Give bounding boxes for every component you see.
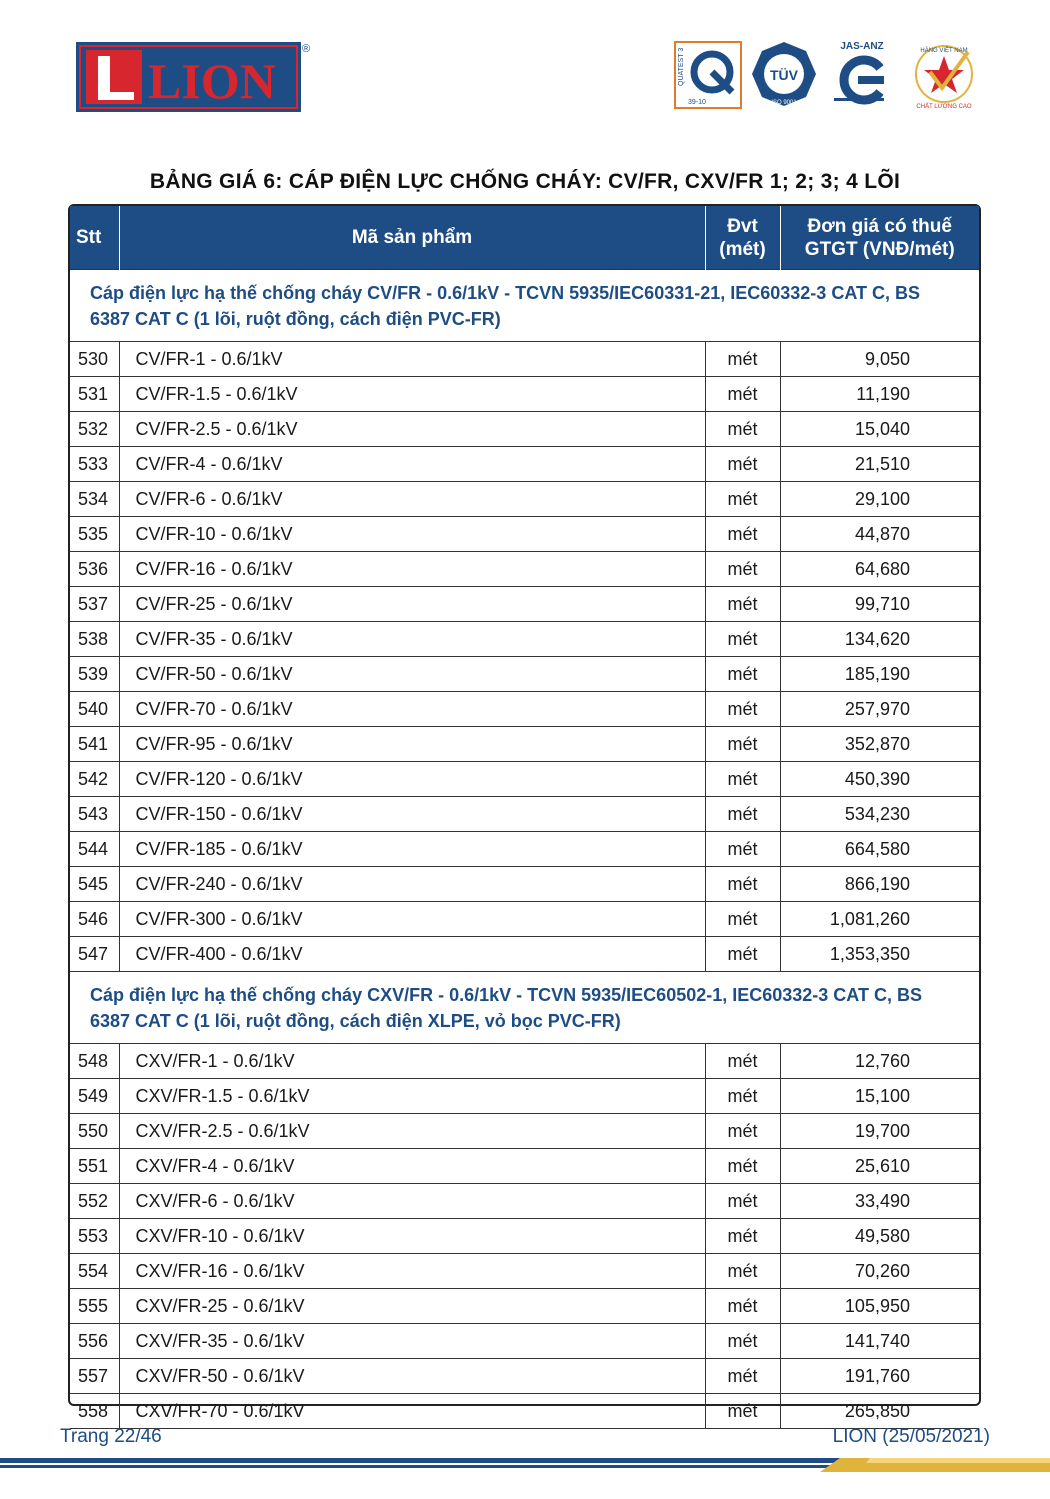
row-unit: mét xyxy=(705,1044,780,1079)
row-product-code: CV/FR-300 - 0.6/1kV xyxy=(119,902,705,937)
row-stt: 555 xyxy=(70,1289,119,1324)
row-unit: mét xyxy=(705,622,780,657)
table-row xyxy=(70,1114,979,1149)
row-stt: 558 xyxy=(70,1394,119,1429)
row-unit: mét xyxy=(705,1184,780,1219)
row-price: 105,950 xyxy=(780,1289,979,1324)
row-price: 450,390 xyxy=(780,762,979,797)
table-row xyxy=(70,762,979,797)
header-price-line1: Đơn giá có thuế xyxy=(807,215,952,237)
row-price: 664,580 xyxy=(780,832,979,867)
quatest-logo xyxy=(675,42,741,108)
table-row xyxy=(70,552,979,587)
table-row xyxy=(70,832,979,867)
row-price: 19,700 xyxy=(780,1114,979,1149)
row-price: 534,230 xyxy=(780,797,979,832)
row-price: 191,760 xyxy=(780,1359,979,1394)
row-stt: 547 xyxy=(70,937,119,972)
table-row xyxy=(70,1044,979,1079)
row-product-code: CV/FR-4 - 0.6/1kV xyxy=(119,447,705,482)
row-product-code: CV/FR-240 - 0.6/1kV xyxy=(119,867,705,902)
row-stt: 553 xyxy=(70,1219,119,1254)
lion-logo xyxy=(76,40,316,114)
row-stt: 546 xyxy=(70,902,119,937)
row-unit: mét xyxy=(705,937,780,972)
row-price: 64,680 xyxy=(780,552,979,587)
row-unit: mét xyxy=(705,867,780,902)
row-product-code: CXV/FR-25 - 0.6/1kV xyxy=(119,1289,705,1324)
table-row xyxy=(70,482,979,517)
row-unit: mét xyxy=(705,552,780,587)
row-product-code: CV/FR-120 - 0.6/1kV xyxy=(119,762,705,797)
row-stt: 530 xyxy=(70,342,119,377)
section-row-cxv xyxy=(70,972,979,1044)
row-product-code: CV/FR-150 - 0.6/1kV xyxy=(119,797,705,832)
row-stt: 539 xyxy=(70,657,119,692)
row-unit: mét xyxy=(705,657,780,692)
row-stt: 531 xyxy=(70,377,119,412)
row-product-code: CXV/FR-1.5 - 0.6/1kV xyxy=(119,1079,705,1114)
row-unit: mét xyxy=(705,832,780,867)
row-stt: 532 xyxy=(70,412,119,447)
row-stt: 544 xyxy=(70,832,119,867)
row-product-code: CXV/FR-4 - 0.6/1kV xyxy=(119,1149,705,1184)
row-unit: mét xyxy=(705,1289,780,1324)
row-price: 1,081,260 xyxy=(780,902,979,937)
hvnclc-top: HÀNG VIỆT NAM xyxy=(920,48,968,54)
row-stt: 534 xyxy=(70,482,119,517)
table-row xyxy=(70,587,979,622)
row-stt: 533 xyxy=(70,447,119,482)
table-row xyxy=(70,867,979,902)
row-price: 49,580 xyxy=(780,1219,979,1254)
row-unit: mét xyxy=(705,1254,780,1289)
certification-logos xyxy=(672,40,982,112)
section-title-cv: Cáp điện lực hạ thế chống cháy CV/FR - 0.6/1kV - TCVN 5935/IEC60331-21, IEC60332-3 CAT C, BS 6387 CAT C (1 lõi, ruột đồng, cách điện PVC-FR) xyxy=(70,270,979,342)
quatest-code: 39-10 xyxy=(688,99,706,106)
row-price: 134,620 xyxy=(780,622,979,657)
row-price: 33,490 xyxy=(780,1184,979,1219)
table-row xyxy=(70,657,979,692)
row-stt: 536 xyxy=(70,552,119,587)
row-unit: mét xyxy=(705,447,780,482)
row-stt: 552 xyxy=(70,1184,119,1219)
row-product-code: CV/FR-70 - 0.6/1kV xyxy=(119,692,705,727)
footer-stripe xyxy=(0,1458,1050,1472)
row-price: 866,190 xyxy=(780,867,979,902)
row-unit: mét xyxy=(705,342,780,377)
tuv-sub: ISO 9001 xyxy=(771,100,797,106)
row-product-code: CXV/FR-1 - 0.6/1kV xyxy=(119,1044,705,1079)
row-stt: 543 xyxy=(70,797,119,832)
tuv-logo xyxy=(752,42,816,106)
row-stt: 535 xyxy=(70,517,119,552)
table-row xyxy=(70,692,979,727)
row-stt: 549 xyxy=(70,1079,119,1114)
row-product-code: CV/FR-1.5 - 0.6/1kV xyxy=(119,377,705,412)
row-stt: 551 xyxy=(70,1149,119,1184)
table-row xyxy=(70,447,979,482)
table-row xyxy=(70,1219,979,1254)
table-row xyxy=(70,1394,979,1429)
row-unit: mét xyxy=(705,797,780,832)
header-product: Mã sản phẩm xyxy=(119,206,705,270)
row-stt: 537 xyxy=(70,587,119,622)
row-price: 11,190 xyxy=(780,377,979,412)
row-unit: mét xyxy=(705,727,780,762)
row-product-code: CXV/FR-16 - 0.6/1kV xyxy=(119,1254,705,1289)
row-stt: 548 xyxy=(70,1044,119,1079)
row-price: 185,190 xyxy=(780,657,979,692)
row-unit: mét xyxy=(705,482,780,517)
row-price: 25,610 xyxy=(780,1149,979,1184)
row-price: 70,260 xyxy=(780,1254,979,1289)
row-product-code: CV/FR-25 - 0.6/1kV xyxy=(119,587,705,622)
section-title-cxv: Cáp điện lực hạ thế chống cháy CXV/FR - 0.6/1kV - TCVN 5935/IEC60502-1, IEC60332-3 CAT C, BS 6387 CAT C (1 lõi, ruột đồng, cách điện XLPE, vỏ bọc PVC-FR) xyxy=(70,972,979,1044)
row-stt: 557 xyxy=(70,1359,119,1394)
row-unit: mét xyxy=(705,517,780,552)
row-unit: mét xyxy=(705,902,780,937)
row-product-code: CV/FR-2.5 - 0.6/1kV xyxy=(119,412,705,447)
row-price: 29,100 xyxy=(780,482,979,517)
hvnclc-bottom: CHẤT LƯỢNG CAO xyxy=(916,104,972,110)
table-row xyxy=(70,1079,979,1114)
hvnclc-logo xyxy=(916,46,972,110)
row-price: 15,100 xyxy=(780,1079,979,1114)
row-unit: mét xyxy=(705,1114,780,1149)
table-row xyxy=(70,377,979,412)
row-unit: mét xyxy=(705,1219,780,1254)
row-product-code: CV/FR-10 - 0.6/1kV xyxy=(119,517,705,552)
table-row xyxy=(70,1359,979,1394)
row-stt: 545 xyxy=(70,867,119,902)
row-product-code: CXV/FR-50 - 0.6/1kV xyxy=(119,1359,705,1394)
row-stt: 556 xyxy=(70,1324,119,1359)
row-stt: 550 xyxy=(70,1114,119,1149)
lion-logo-text: LION xyxy=(148,53,276,109)
row-unit: mét xyxy=(705,377,780,412)
table-body xyxy=(70,270,979,1429)
table-row xyxy=(70,902,979,937)
table-row xyxy=(70,727,979,762)
row-product-code: CV/FR-35 - 0.6/1kV xyxy=(119,622,705,657)
row-unit: mét xyxy=(705,692,780,727)
row-price: 15,040 xyxy=(780,412,979,447)
row-price: 265,850 xyxy=(780,1394,979,1429)
table-row xyxy=(70,412,979,447)
row-unit: mét xyxy=(705,1324,780,1359)
table-row xyxy=(70,517,979,552)
section-row-cv xyxy=(70,270,979,342)
header-stt: Stt xyxy=(70,206,119,270)
row-unit: mét xyxy=(705,1079,780,1114)
row-price: 12,760 xyxy=(780,1044,979,1079)
row-product-code: CXV/FR-70 - 0.6/1kV xyxy=(119,1394,705,1429)
quatest-label: QUATEST 3 xyxy=(678,47,685,86)
row-unit: mét xyxy=(705,762,780,797)
table-row xyxy=(70,342,979,377)
page-title: BẢNG GIÁ 6: CÁP ĐIỆN LỰC CHỐNG CHÁY: CV/FR, CXV/FR 1; 2; 3; 4 LÕI xyxy=(149,170,901,193)
row-stt: 538 xyxy=(70,622,119,657)
row-unit: mét xyxy=(705,1149,780,1184)
jas-anz-logo xyxy=(834,41,884,101)
row-price: 352,870 xyxy=(780,727,979,762)
row-price: 21,510 xyxy=(780,447,979,482)
row-product-code: CV/FR-50 - 0.6/1kV xyxy=(119,657,705,692)
table-row xyxy=(70,1289,979,1324)
row-stt: 540 xyxy=(70,692,119,727)
table-row xyxy=(70,622,979,657)
row-unit: mét xyxy=(705,1394,780,1429)
table-row xyxy=(70,937,979,972)
row-price: 1,353,350 xyxy=(780,937,979,972)
table-row xyxy=(70,1184,979,1219)
table-row xyxy=(70,1149,979,1184)
row-stt: 542 xyxy=(70,762,119,797)
header-price xyxy=(780,206,979,270)
row-product-code: CV/FR-6 - 0.6/1kV xyxy=(119,482,705,517)
row-stt: 554 xyxy=(70,1254,119,1289)
row-product-code: CXV/FR-10 - 0.6/1kV xyxy=(119,1219,705,1254)
row-product-code: CXV/FR-6 - 0.6/1kV xyxy=(119,1184,705,1219)
registered-mark: ® xyxy=(302,43,311,55)
row-unit: mét xyxy=(705,412,780,447)
row-product-code: CV/FR-400 - 0.6/1kV xyxy=(119,937,705,972)
row-product-code: CV/FR-16 - 0.6/1kV xyxy=(119,552,705,587)
row-stt: 541 xyxy=(70,727,119,762)
table-header-row xyxy=(70,206,979,270)
row-price: 44,870 xyxy=(780,517,979,552)
row-price: 9,050 xyxy=(780,342,979,377)
page-number: Trang 22/46 xyxy=(60,1426,162,1447)
document-reference: LION (25/05/2021) xyxy=(832,1426,990,1447)
row-product-code: CV/FR-185 - 0.6/1kV xyxy=(119,832,705,867)
row-product-code: CV/FR-1 - 0.6/1kV xyxy=(119,342,705,377)
header-unit-line2: (mét) xyxy=(719,238,766,260)
table-row xyxy=(70,797,979,832)
tuv-label: TÜV xyxy=(770,67,798,83)
header-price-line2: GTGT (VNĐ/mét) xyxy=(804,238,955,260)
header-unit-line1: Đvt xyxy=(727,215,758,237)
row-price: 99,710 xyxy=(780,587,979,622)
price-table xyxy=(68,204,981,1421)
row-price: 257,970 xyxy=(780,692,979,727)
row-price: 141,740 xyxy=(780,1324,979,1359)
row-product-code: CXV/FR-2.5 - 0.6/1kV xyxy=(119,1114,705,1149)
table-row xyxy=(70,1254,979,1289)
jas-anz-label: JAS-ANZ xyxy=(840,41,884,52)
row-unit: mét xyxy=(705,587,780,622)
header-unit xyxy=(705,206,780,270)
row-product-code: CV/FR-95 - 0.6/1kV xyxy=(119,727,705,762)
row-unit: mét xyxy=(705,1359,780,1394)
row-product-code: CXV/FR-35 - 0.6/1kV xyxy=(119,1324,705,1359)
table-row xyxy=(70,1324,979,1359)
